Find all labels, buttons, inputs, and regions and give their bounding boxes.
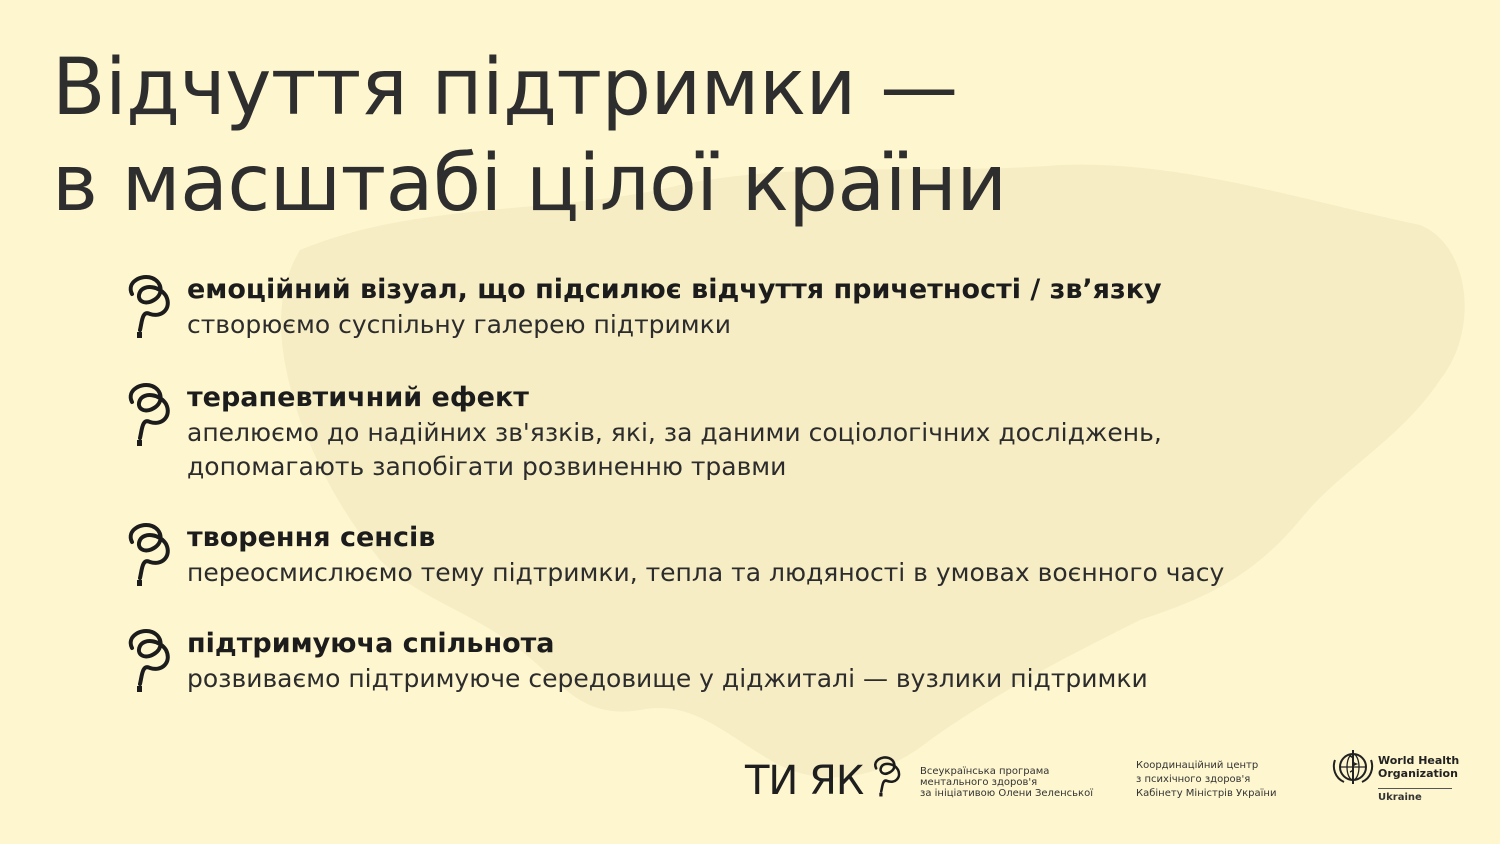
list-item — [124, 626, 1148, 696]
item-text: допомагають запобігати розвиненню травми — [187, 452, 787, 481]
support-knot-icon — [124, 382, 174, 446]
list-item — [124, 520, 1224, 590]
program-caption-line-3: за ініціативою Олени Зеленської — [920, 788, 1093, 799]
support-knot-icon — [871, 750, 903, 802]
center-caption-line-2: з психічного здоров'я — [1136, 774, 1251, 785]
tiyak-wordmark: ТИ ЯК — [745, 758, 864, 804]
who-name-line-1: World Health — [1378, 754, 1460, 767]
who-name-line-2: Organization — [1378, 767, 1458, 780]
support-knot-icon — [124, 274, 174, 338]
item-title: підтримуюча спільнота — [187, 628, 555, 659]
program-caption-line-1: Всеукраїнська програма — [920, 766, 1050, 777]
item-text: переосмислюємо тему підтримки, тепла та людяності в умовах воєнного часу — [187, 558, 1225, 587]
item-text: розвиваємо підтримуюче середовище у діджиталі — вузлики підтримки — [187, 664, 1148, 693]
list-item — [124, 380, 1162, 484]
who-emblem-icon — [1332, 748, 1374, 786]
item-title: творення сенсів — [187, 522, 436, 553]
item-title: емоційний візуал, що підсилює відчуття причетності / зв’язку — [187, 274, 1162, 305]
item-title: терапевтичний ефект — [187, 382, 529, 413]
who-divider — [1378, 788, 1452, 789]
center-caption-line-1: Координаційний центр — [1136, 760, 1259, 771]
support-knot-icon — [124, 522, 174, 586]
page-title-line-2: в масштабі цілої країни — [52, 139, 1007, 229]
list-item — [124, 272, 1162, 342]
who-name — [1378, 754, 1459, 780]
page-title-line-1: Відчуття підтримки — — [52, 43, 958, 133]
who-country: Ukraine — [1378, 792, 1422, 803]
item-text: апелюємо до надійних зв'язків, які, за даними соціологічних досліджень, — [187, 418, 1162, 447]
support-knot-icon — [124, 628, 174, 692]
program-caption-line-2: ментального здоров'я — [920, 777, 1038, 788]
page-title — [52, 40, 1007, 232]
center-caption-line-3: Кабінету Міністрів України — [1136, 788, 1277, 799]
item-text: створюємо суспільну галерею підтримки — [187, 310, 731, 339]
